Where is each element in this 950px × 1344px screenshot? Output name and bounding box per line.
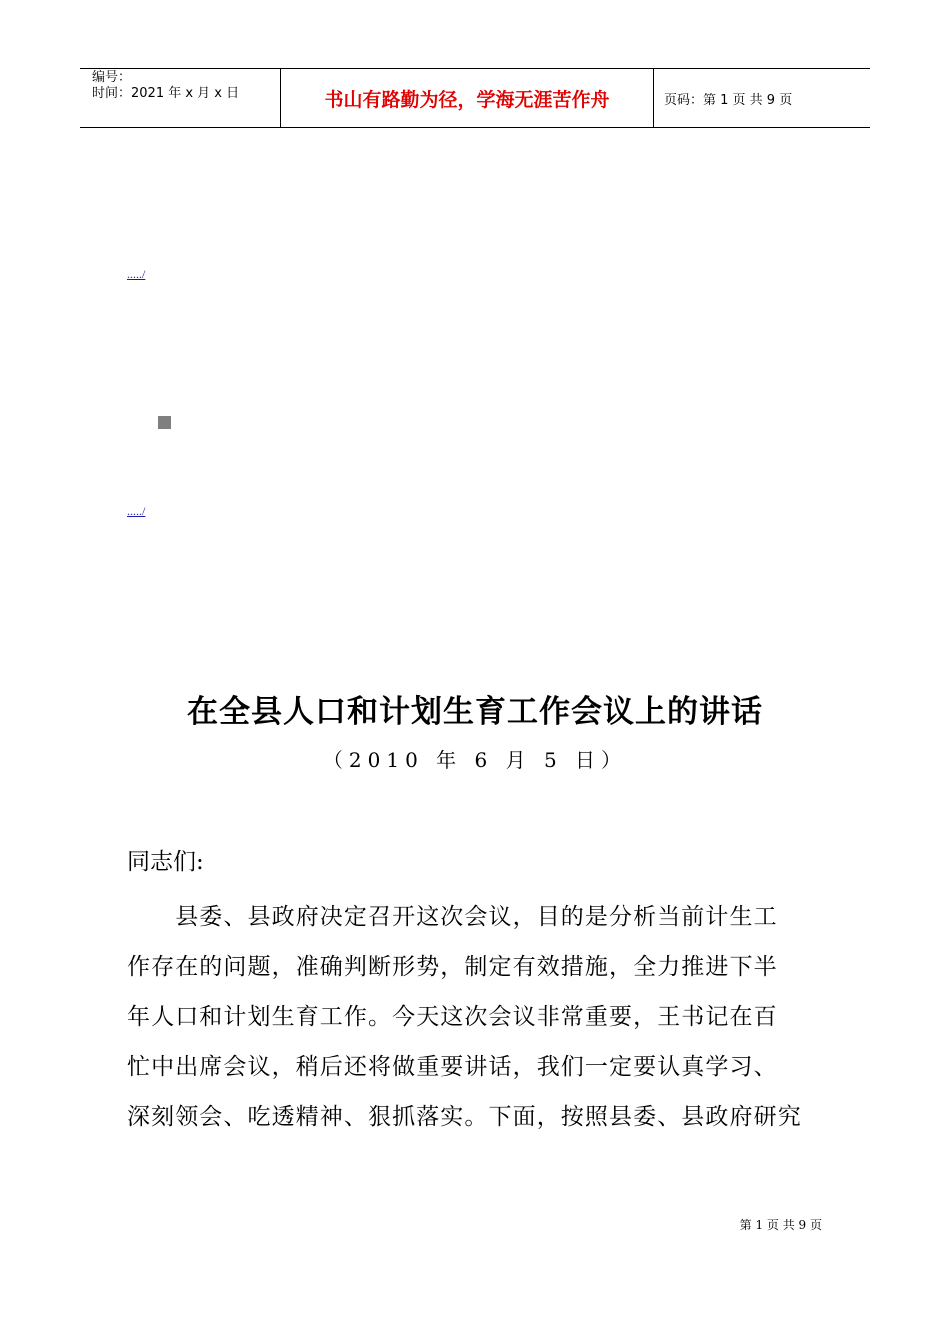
paragraph-line: 年人口和计划生育工作。今天这次会议非常重要，王书记在百 xyxy=(127,1004,778,1030)
document-date: （2010 年 6 月 5 日） xyxy=(322,748,628,772)
placeholder-square-icon xyxy=(158,416,171,429)
link-1[interactable]: ...../ xyxy=(127,267,146,281)
paragraph-line: 深刻领会、吃透精神、狠抓落实。下面，按照县委、县政府研究 xyxy=(127,1104,802,1130)
header-page-label: 页码：第 1 页 共 9 页 xyxy=(664,92,793,108)
paragraph-line: 作存在的问题，准确判断形势，制定有效措施，全力推进下半 xyxy=(127,954,778,980)
link-2[interactable]: ...../ xyxy=(127,504,146,518)
number-label: 编号： xyxy=(92,70,132,85)
page-header xyxy=(80,68,870,128)
document-title: 在全县人口和计划生育工作会议上的讲话 xyxy=(187,694,763,730)
paragraph-line: 忙中出席会议，稍后还将做重要讲话，我们一定要认真学习、 xyxy=(127,1054,778,1080)
header-motto: 书山有路勤为径，学海无涯苦作舟 xyxy=(281,69,654,127)
time-label: 时间：2021 年 x 月 x 日 xyxy=(92,86,240,101)
header-meta xyxy=(80,69,281,127)
paragraph-line: 县委、县政府决定召开这次会议，目的是分析当前计生工 xyxy=(127,904,778,930)
salutation: 同志们: xyxy=(127,849,204,875)
body-paragraph xyxy=(127,892,827,1142)
footer-page-info: 第 1 页 共 9 页 xyxy=(739,1218,822,1232)
